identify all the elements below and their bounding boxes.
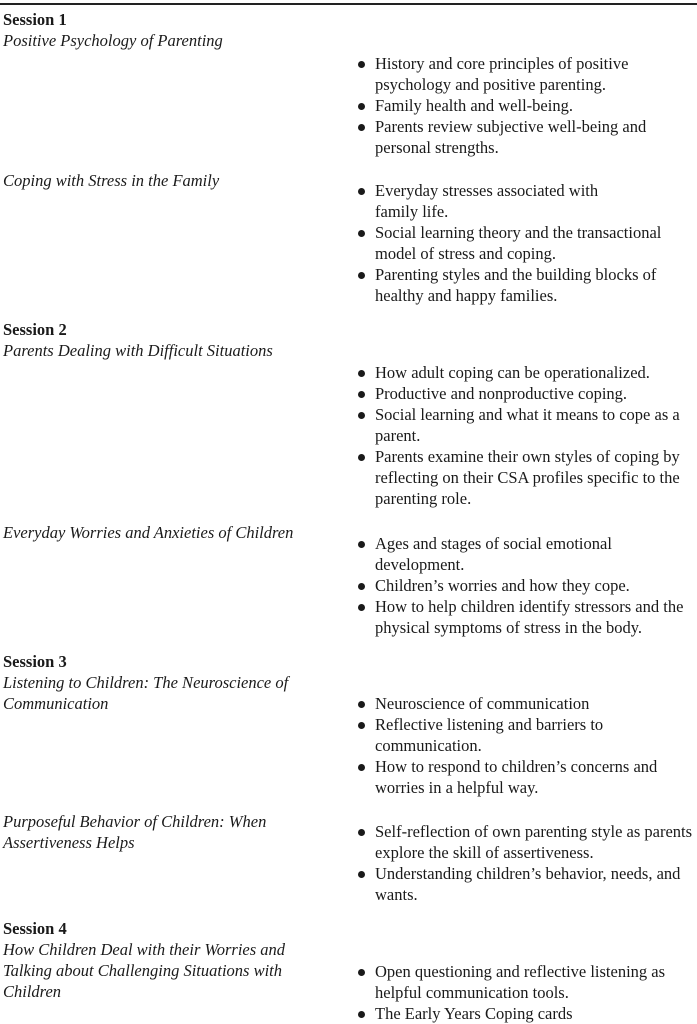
bullet-item: [356, 53, 697, 95]
bullet-item: [356, 222, 697, 264]
bullet-item: [356, 596, 697, 638]
bullet-dot-icon: [358, 604, 365, 611]
bullet-dot-icon: [358, 391, 365, 398]
bullet-dot-icon: [358, 454, 365, 461]
bullet-dot-icon: [358, 764, 365, 771]
bullet-dot-icon: [358, 583, 365, 590]
row-topic-cell: [3, 9, 338, 51]
row-content-cell: [356, 180, 697, 306]
bullet-dot-icon: [358, 1011, 365, 1018]
bullet-text: Parenting styles and the building blocks of healthy and happy families.: [375, 265, 657, 305]
bullet-text: Productive and nonproductive coping.: [375, 384, 628, 403]
bullet-dot-icon: [358, 829, 365, 836]
bullet-dot-icon: [358, 541, 365, 548]
bullet-list: [356, 821, 697, 905]
topic-title: Parents Dealing with Difficult Situations: [3, 341, 273, 360]
bullet-text: How to respond to children’s concerns and worries in a helpful way.: [375, 757, 658, 797]
topic-title: How Children Deal with their Worries and Talking about Challenging Situations with Children: [3, 940, 286, 1001]
row-content-cell: [356, 533, 697, 638]
bullet-item: [356, 95, 697, 116]
session-label: Session 4: [3, 919, 67, 938]
bullet-list: [356, 693, 697, 798]
bullet-text: Neuroscience of communication: [375, 694, 590, 713]
bullet-list: [356, 53, 697, 158]
topic-title: Positive Psychology of Parenting: [3, 31, 223, 50]
bullet-item: [356, 961, 697, 1003]
bullet-dot-icon: [358, 412, 365, 419]
bullet-dot-icon: [358, 969, 365, 976]
bullet-text: Children’s worries and how they cope.: [375, 576, 630, 595]
bullet-item: [356, 533, 697, 575]
bullet-dot-icon: [358, 230, 365, 237]
bullet-text: Social learning theory and the transactional model of stress and coping.: [375, 223, 662, 263]
topic-title: Listening to Children: The Neuroscience of Communication: [3, 673, 289, 713]
bullet-item: [356, 756, 697, 798]
bullet-item: [356, 383, 697, 404]
bullet-dot-icon: [358, 103, 365, 110]
bullet-item: [356, 180, 697, 222]
bullet-list: [356, 961, 697, 1024]
session-label: Session 3: [3, 652, 67, 671]
bullet-dot-icon: [358, 272, 365, 279]
row-content-cell: [356, 53, 697, 158]
bullet-dot-icon: [358, 722, 365, 729]
topic-title: Everyday Worries and Anxieties of Children: [3, 523, 294, 542]
bullet-item: [356, 362, 697, 383]
bullet-text: Ages and stages of social emotional development.: [375, 534, 612, 574]
bullet-dot-icon: [358, 124, 365, 131]
row-topic-cell: [3, 319, 338, 361]
bullet-text: Self-reflection of own parenting style as parents explore the skill of assertiveness.: [375, 822, 693, 862]
session-label: Session 1: [3, 10, 67, 29]
bullet-text: Understanding children’s behavior, needs, and wants.: [375, 864, 681, 904]
bullet-item: [356, 404, 697, 446]
bullet-dot-icon: [358, 701, 365, 708]
row-content-cell: [356, 821, 697, 905]
topic-title: Coping with Stress in the Family: [3, 171, 220, 190]
bullet-text: Open questioning and reflective listening as helpful communication tools.: [375, 962, 666, 1002]
bullet-text: How to help children identify stressors and the physical symptoms of stress in the body.: [375, 597, 684, 637]
bullet-text: The Early Years Coping cards: [375, 1004, 573, 1023]
bullet-item: [356, 693, 697, 714]
bullet-text: Social learning and what it means to cope as a parent.: [375, 405, 680, 445]
bullet-item: [356, 116, 697, 158]
bullet-text: Everyday stresses associated with family life.: [375, 181, 599, 221]
bullet-item: [356, 575, 697, 596]
bullet-item: [356, 863, 697, 905]
row-content-cell: [356, 961, 697, 1024]
bullet-item: [356, 1003, 697, 1024]
bullet-item: [356, 264, 697, 306]
bullet-text: Reflective listening and barriers to communication.: [375, 715, 604, 755]
topic-title: Purposeful Behavior of Children: When Assertiveness Helps: [3, 812, 267, 852]
row-topic-cell: [3, 918, 338, 1002]
bullet-text: Parents review subjective well-being and personal strengths.: [375, 117, 647, 157]
bullet-text: History and core principles of positive psychology and positive parenting.: [375, 54, 629, 94]
bullet-list: [356, 533, 697, 638]
row-content-cell: [356, 693, 697, 798]
top-rule: [0, 3, 697, 5]
bullet-dot-icon: [358, 188, 365, 195]
row-topic-cell: [3, 170, 338, 191]
bullet-item: [356, 821, 697, 863]
bullet-dot-icon: [358, 370, 365, 377]
bullet-text: Family health and well-being.: [375, 96, 573, 115]
row-topic-cell: [3, 811, 338, 853]
row-topic-cell: [3, 522, 338, 543]
bullet-item: [356, 446, 697, 509]
bullet-list: [356, 180, 697, 306]
bullet-dot-icon: [358, 61, 365, 68]
session-label: Session 2: [3, 320, 67, 339]
bullet-list: [356, 362, 697, 509]
row-topic-cell: [3, 651, 338, 714]
bullet-dot-icon: [358, 871, 365, 878]
bullet-text: Parents examine their own styles of coping by reflecting on their CSA profiles specific to the parenting role.: [375, 447, 680, 508]
row-content-cell: [356, 362, 697, 509]
bullet-item: [356, 714, 697, 756]
bullet-text: How adult coping can be operationalized.: [375, 363, 650, 382]
